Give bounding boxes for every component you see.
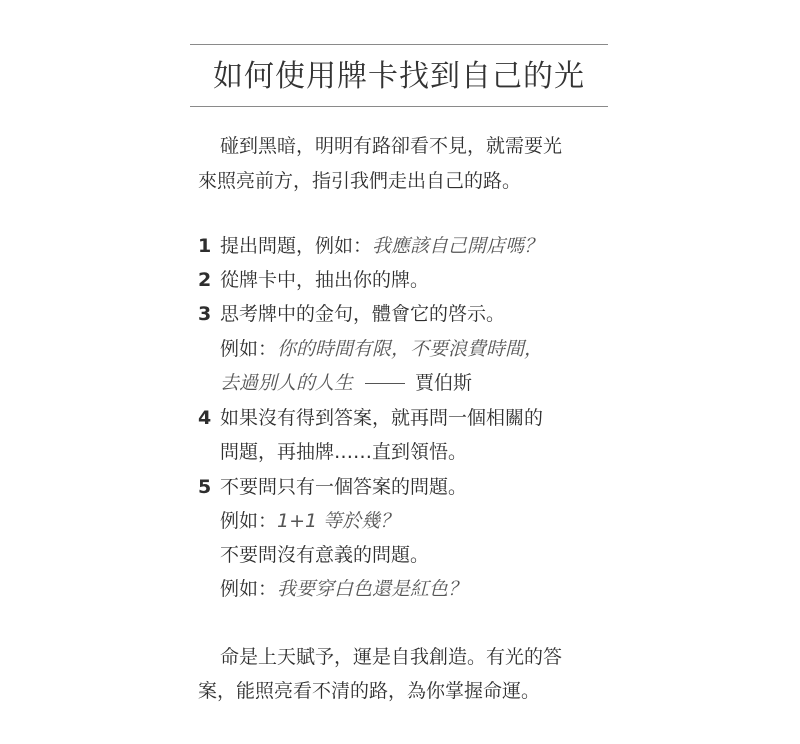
step-5-text: 不要問只有一個答案的問題。 — [220, 476, 468, 498]
step-3-quote-1: 你的時間有限，不要浪費時間， — [277, 338, 544, 360]
step-5-example-1 — [220, 507, 399, 535]
step-5-example-2-text: 我要穿白色還是紅色？ — [277, 578, 468, 600]
step-2-text: 從牌卡中，抽出你的牌。 — [220, 269, 430, 291]
step-5-example-2 — [220, 575, 467, 603]
step-5-example-1-text: 1+1 等於幾？ — [277, 510, 400, 532]
intro-line-1: 碰到黑暗，明明有路卻看不見，就需要光 — [220, 135, 563, 157]
step-1-number: 1 — [198, 235, 212, 257]
page-title: 如何使用牌卡找到自己的光 — [213, 59, 585, 94]
step-5-number: 5 — [198, 476, 212, 498]
step-3-author: 賈伯斯 — [415, 372, 473, 394]
step-3-number: 3 — [198, 303, 212, 325]
step-5-example-1-label: 例如： — [220, 510, 278, 532]
step-3-quote-2: 去過別人的人生 — [220, 372, 354, 394]
step-5-text-2: 不要問沒有意義的問題。 — [220, 544, 430, 566]
step-2-number: 2 — [198, 269, 212, 291]
step-4-line-1: 如果沒有得到答案，就再問一個相關的 — [220, 407, 544, 429]
step-3-example-line-2 — [220, 369, 472, 397]
step-1-text — [220, 232, 543, 260]
step-4-line-2: 問題，再抽牌……直到領悟。 — [220, 441, 468, 463]
step-3-text: 思考牌中的金句，體會它的啓示。 — [220, 303, 506, 325]
step-1-label: 提出問題，例如： — [220, 235, 373, 257]
step-3-example-label: 例如： — [220, 338, 278, 360]
title-top-rule — [190, 44, 608, 45]
title-bottom-rule — [190, 106, 608, 107]
closing-line-1: 命是上天賦予，運是自我創造。有光的答 — [220, 646, 563, 668]
intro-line-2: 來照亮前方，指引我們走出自己的路。 — [198, 170, 522, 192]
step-3-example-line-1 — [220, 335, 543, 363]
step-1-example: 我應該自己開店嗎？ — [372, 235, 544, 257]
closing-line-2: 案，能照亮看不清的路，為你掌握命運。 — [198, 680, 541, 702]
em-dash — [365, 383, 405, 384]
step-4-number: 4 — [198, 407, 212, 429]
step-5-example-2-label: 例如： — [220, 578, 278, 600]
